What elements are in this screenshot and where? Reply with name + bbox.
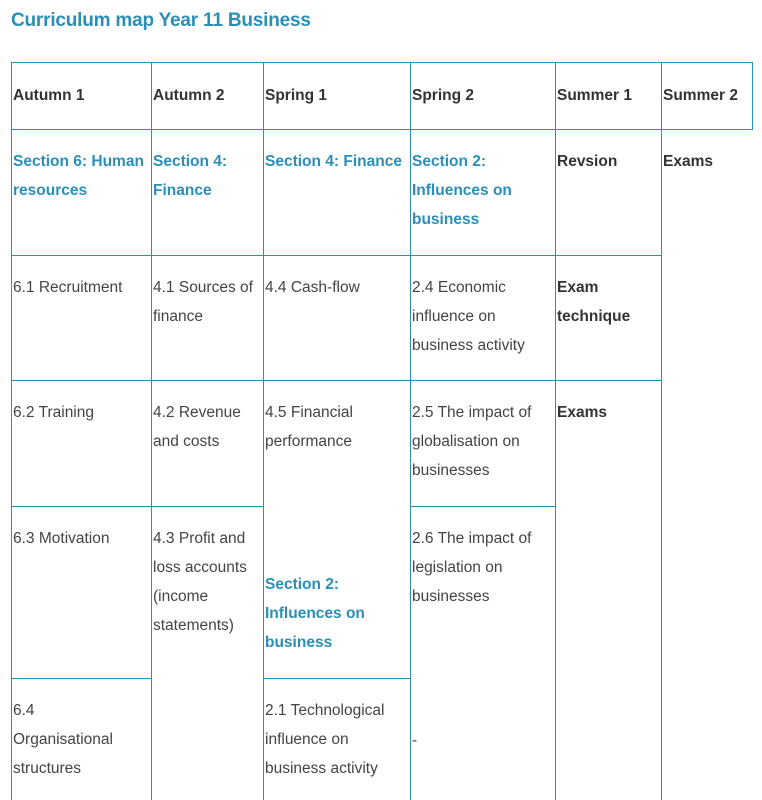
table-top-border bbox=[11, 62, 752, 63]
header-autumn-1: Autumn 1 bbox=[13, 87, 85, 104]
topic-6-2: 6.2 Training bbox=[13, 404, 94, 421]
row-divider bbox=[11, 380, 661, 381]
section-finance-autumn: Section 4: Finance bbox=[153, 153, 228, 199]
row-divider bbox=[11, 506, 263, 507]
topic-6-3: 6.3 Motivation bbox=[13, 530, 110, 547]
summer-exam-technique: Exam technique bbox=[557, 279, 631, 325]
topic-2-5: 2.5 The impact of globalisation on businesses bbox=[412, 404, 532, 479]
topic-6-1: 6.1 Recruitment bbox=[13, 279, 123, 296]
summer-1-exams: Exams bbox=[557, 404, 607, 421]
topic-2-6: 2.6 The impact of legislation on businesses bbox=[412, 530, 532, 605]
topic-4-2: 4.2 Revenue and costs bbox=[153, 404, 241, 450]
topic-4-3: 4.3 Profit and loss accounts (income statements) bbox=[153, 530, 247, 634]
row-divider bbox=[263, 678, 410, 679]
topic-2-4: 2.4 Economic influence on business activity bbox=[412, 279, 525, 354]
topic-6-4: 6.4 Organisational structures bbox=[13, 702, 113, 777]
topic-4-1: 4.1 Sources of finance bbox=[153, 279, 253, 325]
summer-2-exams: Exams bbox=[663, 153, 713, 170]
header-divider bbox=[11, 129, 752, 130]
section-human-resources: Section 6: Human resources bbox=[13, 153, 144, 199]
section-finance-spring: Section 4: Finance bbox=[265, 153, 402, 170]
page-title: Curriculum map Year 11 Business bbox=[11, 10, 311, 31]
column-border bbox=[752, 62, 753, 130]
stray-mark: - bbox=[412, 732, 418, 749]
header-autumn-2: Autumn 2 bbox=[153, 87, 225, 104]
section-influences-spring2: Section 2: Influences on business bbox=[412, 153, 512, 228]
section-influences-spring1: Section 2: Influences on business bbox=[265, 576, 365, 651]
row-divider bbox=[410, 506, 555, 507]
summer-revision: Revsion bbox=[557, 153, 618, 170]
header-summer-2: Summer 2 bbox=[663, 87, 738, 104]
row-divider bbox=[11, 678, 151, 679]
topic-2-1: 2.1 Technological influence on business activity bbox=[265, 702, 385, 777]
topic-4-5: 4.5 Financial performance bbox=[265, 404, 353, 450]
header-spring-2: Spring 2 bbox=[412, 87, 475, 104]
header-spring-1: Spring 1 bbox=[265, 87, 328, 104]
header-summer-1: Summer 1 bbox=[557, 87, 632, 104]
topic-4-4: 4.4 Cash-flow bbox=[265, 279, 360, 296]
row-divider bbox=[11, 255, 661, 256]
